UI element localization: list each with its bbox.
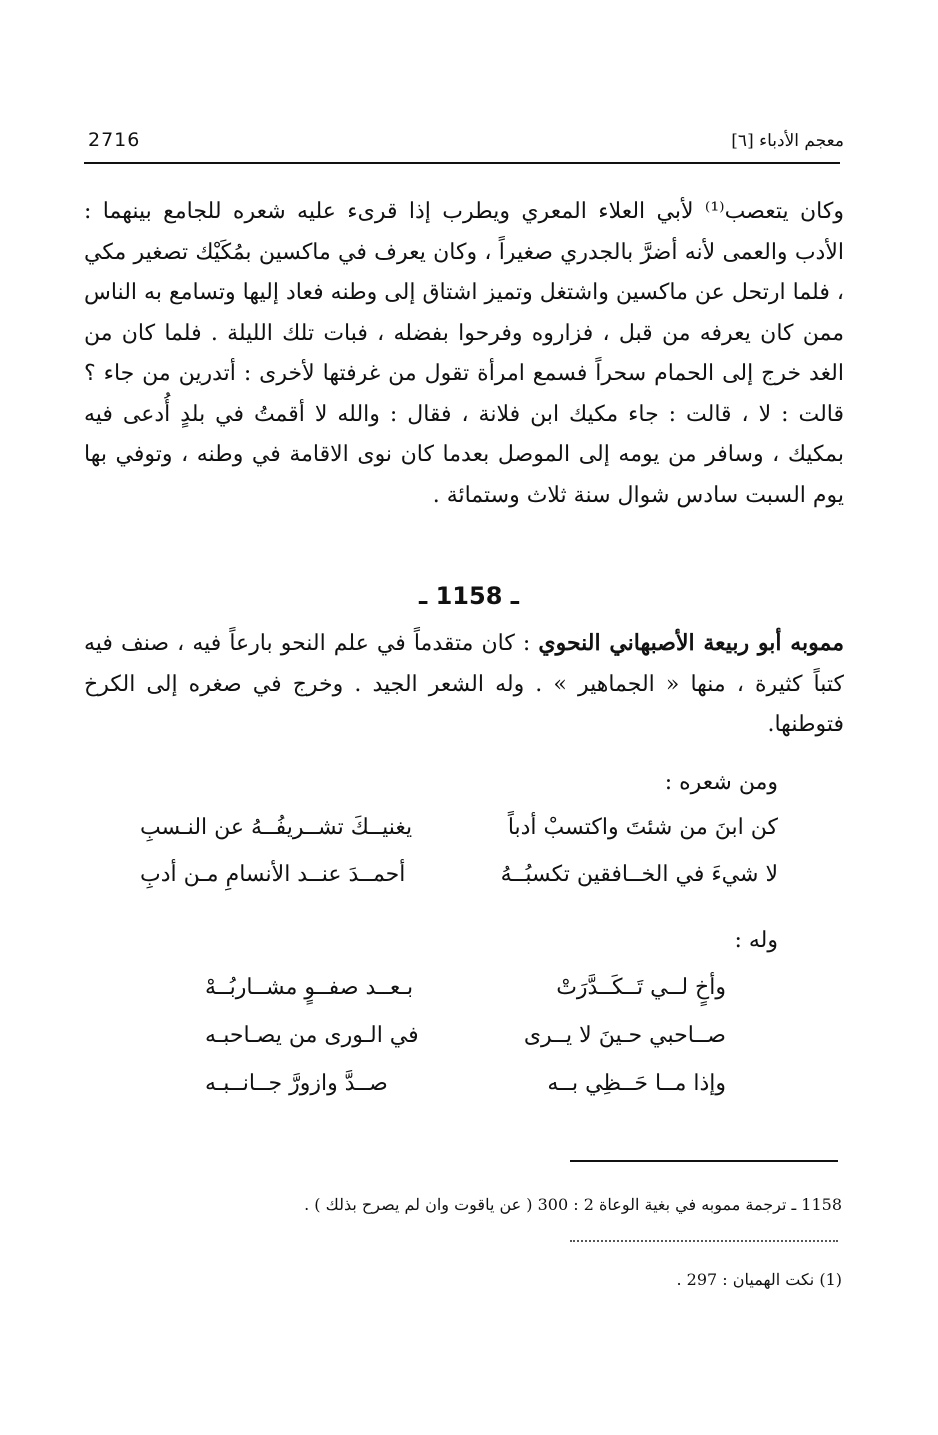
footnote-1: (1) نكت الهميان : 297 . bbox=[676, 1270, 842, 1289]
header-rule bbox=[84, 162, 840, 164]
poem2-intro: وله : bbox=[734, 928, 778, 953]
running-header-title: معجم الأدباء [٦] bbox=[731, 131, 844, 151]
poem1-verse1-right: كن ابنَ من شئتَ واكتسبْ أدباً bbox=[507, 815, 778, 840]
poem2-verse3-left: صــدَّ وازورَّ جــانــبـه bbox=[205, 1071, 388, 1096]
page-number: 2716 bbox=[88, 129, 141, 151]
poem2-verse1-left: بـعــد صفــوٍ مشــاربُــهْ bbox=[205, 975, 414, 1000]
poem1-intro: ومن شعره : bbox=[664, 770, 778, 795]
poem1-verse2-right: لا شيءَ في الخــافقين تكسبُــهُ bbox=[500, 862, 778, 887]
poem2-verse3-right: وإذا مــا حَــظِي بــه bbox=[547, 1071, 726, 1096]
entry-name: مموبه أبو ربيعة الأصبهاني النحوي bbox=[538, 630, 844, 656]
entry-text: : كان متقدماً في علم النحو بارعاً فيه ، صنف فيه كتباً كثيرة ، منها « الجماهير » . وله الشعر الجيد . وخرج في صغره إلى الكرخ فتوطنها. bbox=[84, 631, 844, 737]
footnote-separator-dots bbox=[570, 1240, 838, 1242]
poem2-verse2-right: صــاحبي حـينَ لا يــرى bbox=[523, 1023, 726, 1048]
intro-paragraph: وكان يتعصب⁽¹⁾ لأبي العلاء المعري ويطرب إذا قرىء عليه شعره للجامع بينهما : الأدب والعمى لأنه أضرَّ بالجدري صغيراً ، وكان يعرف في ماكسين بمُكَيْك تصغير مكي ، فلما ارتحل عن ماكسين واشتغل وتميز اشتاق إلى وطنه فعاد إليها وتسامع به الناس ممن كان يعرفه من قبل ، فزاروه وفرحوا بفضله ، فبات تلك الليلة . فلما كان من الغد خرج إلى الحمام سحراً فسمع امرأة تقول من غرفتها لأخرى : أتدرين من جاء ؟ قالت : لا ، قالت : جاء مكيك ابن فلانة ، فقال : والله لا أقمتُ في بلدٍ أُدعى فيه بمكيك ، وسافر من يومه إلى الموصل بعدما كان نوى الاقامة في وطنه ، وتوفي بها يوم السبت سادس شوال سنة ثلاث وستمائة . bbox=[84, 199, 844, 508]
footnote-rule bbox=[570, 1160, 838, 1162]
entry-number: ـ 1158 ـ bbox=[419, 582, 519, 610]
footnote-entry: 1158 ـ ترجمة مموبه في بغية الوعاة 2 : 300 ( عن ياقوت وان لم يصرح بذلك ) . bbox=[304, 1195, 842, 1214]
poem1-verse1-left: يغنيــكَ تشــريفُــهُ عن النـسبِ bbox=[140, 815, 413, 840]
poem2-verse2-left: في الـورى من يصـاحبـه bbox=[205, 1023, 419, 1048]
poem2-verse1-right: وأخٍ لــي تَــكَــدَّرَتْ bbox=[556, 975, 726, 1000]
poem1-verse2-left: أحمــدَ عنــد الأنسامِ مـن أدبِ bbox=[140, 862, 406, 887]
entry-paragraph bbox=[84, 623, 844, 746]
